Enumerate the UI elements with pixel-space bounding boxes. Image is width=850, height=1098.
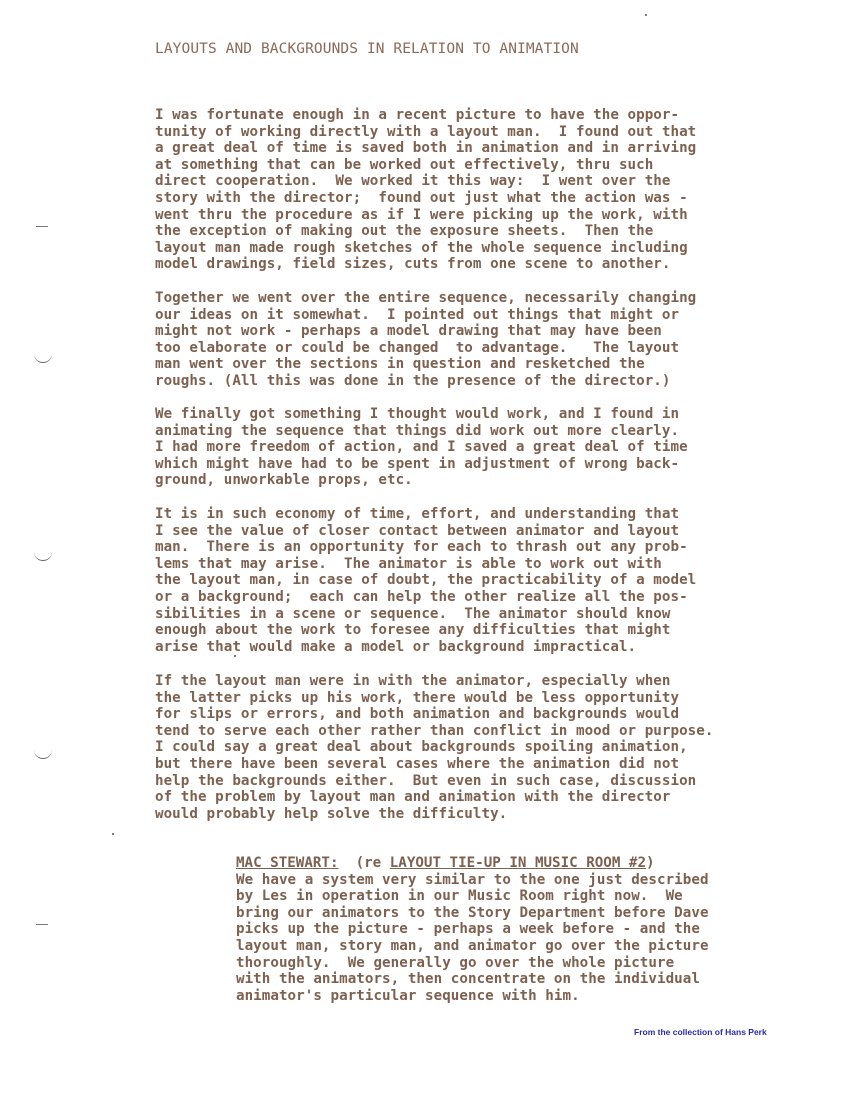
text-line: direct cooperation. We worked it this way: I went over the [155,173,671,190]
text-line: I could say a great deal about backgrounds spoiling animation, [155,739,688,756]
text-line: too elaborate or could be changed to advantage. The layout [155,339,680,356]
memo-line: We have a system very similar to the one just described [236,871,709,888]
text-line: sibilities in a scene or sequence. The animator should know [155,605,671,622]
memo-line: layout man, story man, and animator go over the picture [236,937,709,954]
text-line: or a background; each can help the other realize all the pos- [155,588,688,605]
paragraph-4 [155,506,696,655]
text-line: lems that may arise. The animator is able to work out with [155,555,662,572]
memo-section [236,855,709,1004]
text-line: the exception of making out the exposure sheets. Then the [155,223,654,240]
text-line: animating the sequence that things did work out more clearly. [155,422,680,439]
memo-speaker: MAC STEWART: [236,855,339,871]
text-line: help the backgrounds either. But even in such case, discussion [155,772,697,789]
text-line: man. There is an opportunity for each to thrash out any prob- [155,539,688,556]
margin-mark [36,924,48,925]
memo-line: bring our animators to the Story Department before Dave [236,904,709,921]
text-line: which might have had to be spent in adjustment of wrong back- [155,455,680,472]
memo-line: with the animators, then concentrate on the individual [236,971,700,988]
text-line: of the problem by layout man and animation with the director [155,789,671,806]
text-line: If the layout man were in with the animator, especially when [155,673,671,689]
text-line: enough about the work to foresee any difficulties that might [155,622,671,639]
text-line: man went over the sections in question and resketched the [155,356,645,373]
paper-speck [112,833,114,835]
text-line: model drawings, field sizes, cuts from one scene to another. [155,256,671,273]
punch-hole-mark [34,550,52,561]
memo-re-suffix: ) [646,855,655,871]
paragraph-3 [155,406,688,489]
paragraph-2 [155,290,696,390]
memo-line: thoroughly. We generally go over the whole picture [236,954,675,971]
text-line: our ideas on it somewhat. I pointed out things that might or [155,306,680,323]
text-line: would probably help solve the difficulty. [155,805,508,822]
text-line: ground, unworkable props, etc. [155,472,413,489]
memo-re-prefix: (re [355,855,390,871]
text-line: I had more freedom of action, and I saved a great deal of time [155,439,688,456]
text-line: tend to serve each other rather than conflict in mood or purpose. [155,722,714,739]
paper-speck [234,655,236,657]
text-line: the layout man, in case of doubt, the practicability of a model [155,572,697,589]
memo-subject: LAYOUT TIE-UP IN MUSIC ROOM #2 [389,855,647,871]
memo-line: picks up the picture - perhaps a week before - and the [236,921,700,938]
text-line: went thru the procedure as if I were picking up the work, with [155,206,688,223]
text-line: for slips or errors, and both animation and backgrounds would [155,706,680,723]
memo-line: animator's particular sequence with him. [236,987,580,1004]
collection-credit: From the collection of Hans Perk [634,1027,767,1037]
memo-line: by Les in operation in our Music Room right now. We [236,888,683,905]
memo-body [236,872,709,1005]
text-line: tunity of working directly with a layout man. I found out that [155,123,697,140]
punch-hole-mark [34,748,52,759]
text-line: layout man made rough sketches of the whole sequence including [155,239,688,256]
text-line: might not work - perhaps a model drawing that may have been [155,323,662,340]
margin-mark [36,226,48,227]
paper-speck [645,14,647,16]
text-line: roughs. (All this was done in the presence of the director.) [155,372,671,389]
text-line: I see the value of closer contact between animator and layout [155,522,680,539]
text-line: arise that would make a model or background impractical. [155,638,637,655]
text-line: I was fortunate enough in a recent picture to have the oppor- [155,107,680,123]
text-line: Together we went over the entire sequence, necessarily changing [155,290,697,306]
punch-hole-mark [34,352,52,363]
text-line: It is in such economy of time, effort, and understanding that [155,506,680,522]
paragraph-1 [155,107,696,273]
paragraph-5 [155,673,713,822]
document-title: LAYOUTS AND BACKGROUNDS IN RELATION TO ANIMATION [155,41,579,57]
text-line: the latter picks up his work, there would be less opportunity [155,689,680,706]
text-line: at something that can be worked out effectively, thru such [155,156,654,173]
text-line: a great deal of time is saved both in animation and in arriving [155,140,697,157]
text-line: We finally got something I thought would work, and I found in [155,406,680,422]
memo-heading [236,855,709,872]
text-line: story with the director; found out just what the action was - [155,189,688,206]
text-line: but there have been several cases where the animation did not [155,755,680,772]
